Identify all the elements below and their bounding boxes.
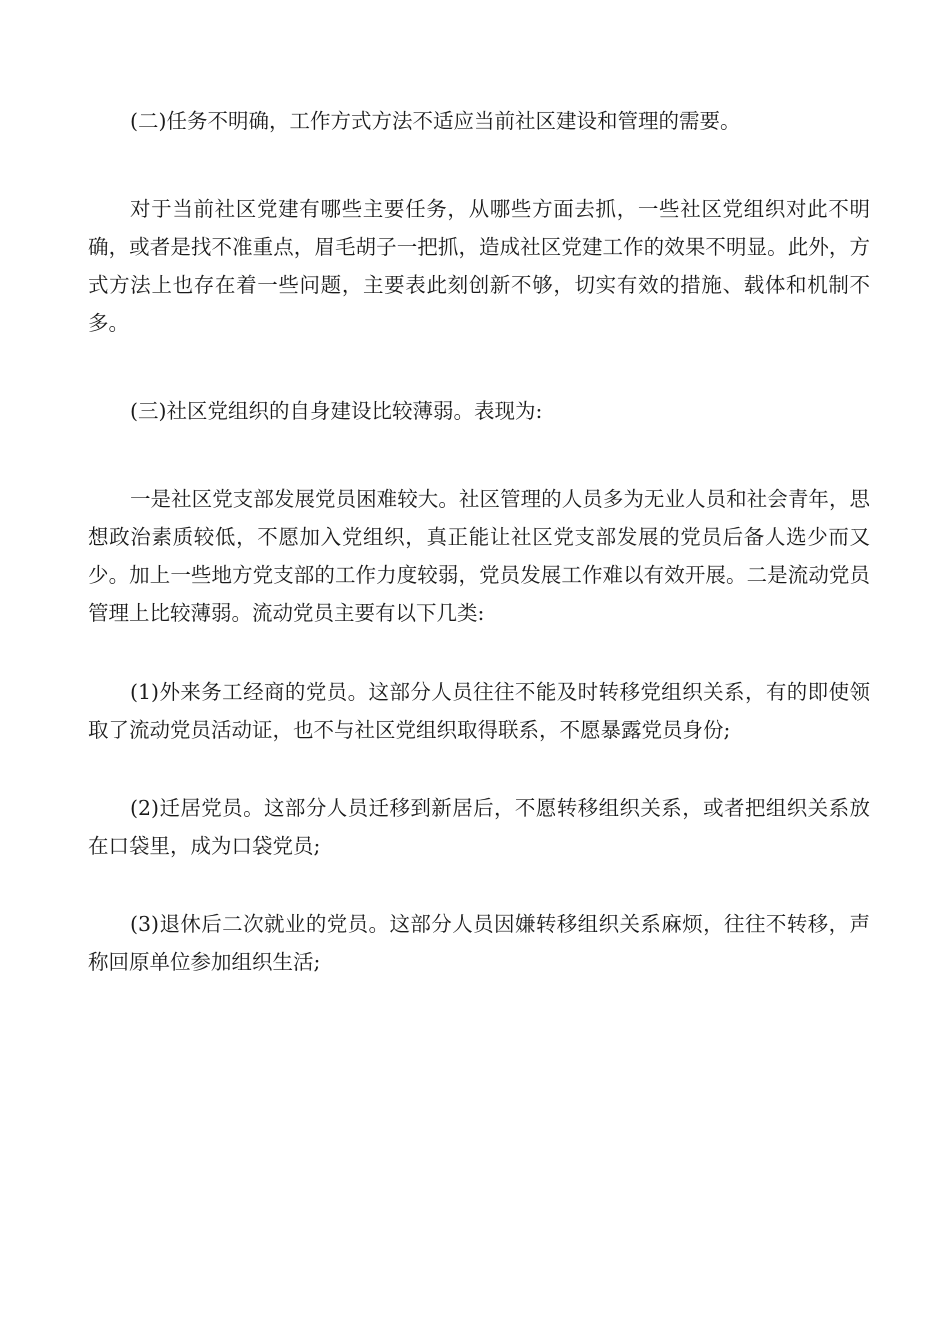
- section-heading-2: (二)任务不明确，工作方式方法不适应当前社区建设和管理的需要。: [130, 109, 741, 133]
- list-item-3: (3)退休后二次就业的党员。这部分人员因嫌转移组织关系麻烦，往往不转移，声称回原单位参加组织生活;: [88, 912, 870, 974]
- list-item-2: (2)迁居党员。这部分人员迁移到新居后，不愿转移组织关系，或者把组织关系放在口袋里，成为口袋党员;: [88, 796, 870, 858]
- section-heading-3: (三)社区党组织的自身建设比较薄弱。表现为:: [130, 399, 543, 423]
- list-item-1: (1)外来务工经商的党员。这部分人员往往不能及时转移党组织关系，有的即使领取了流动党员活动证，也不与社区党组织取得联系，不愿暴露党员身份;: [88, 680, 870, 742]
- paragraph-tasks: 对于当前社区党建有哪些主要任务，从哪些方面去抓，一些社区党组织对此不明确，或者是找不准重点，眉毛胡子一把抓，造成社区党建工作的效果不明显。此外，方式方法上也存在着一些问题，主要表此刻创新不够，切实有效的措施、载体和机制不多。: [88, 197, 870, 335]
- paragraph-party-members: 一是社区党支部发展党员困难较大。社区管理的人员多为无业人员和社会青年，思想政治素质较低，不愿加入党组织，真正能让社区党支部发展的党员后备人选少而又少。加上一些地方党支部的工作力度较弱，党员发展工作难以有效开展。二是流动党员管理上比较薄弱。流动党员主要有以下几类:: [88, 487, 870, 625]
- document-page: [88, 102, 870, 981]
